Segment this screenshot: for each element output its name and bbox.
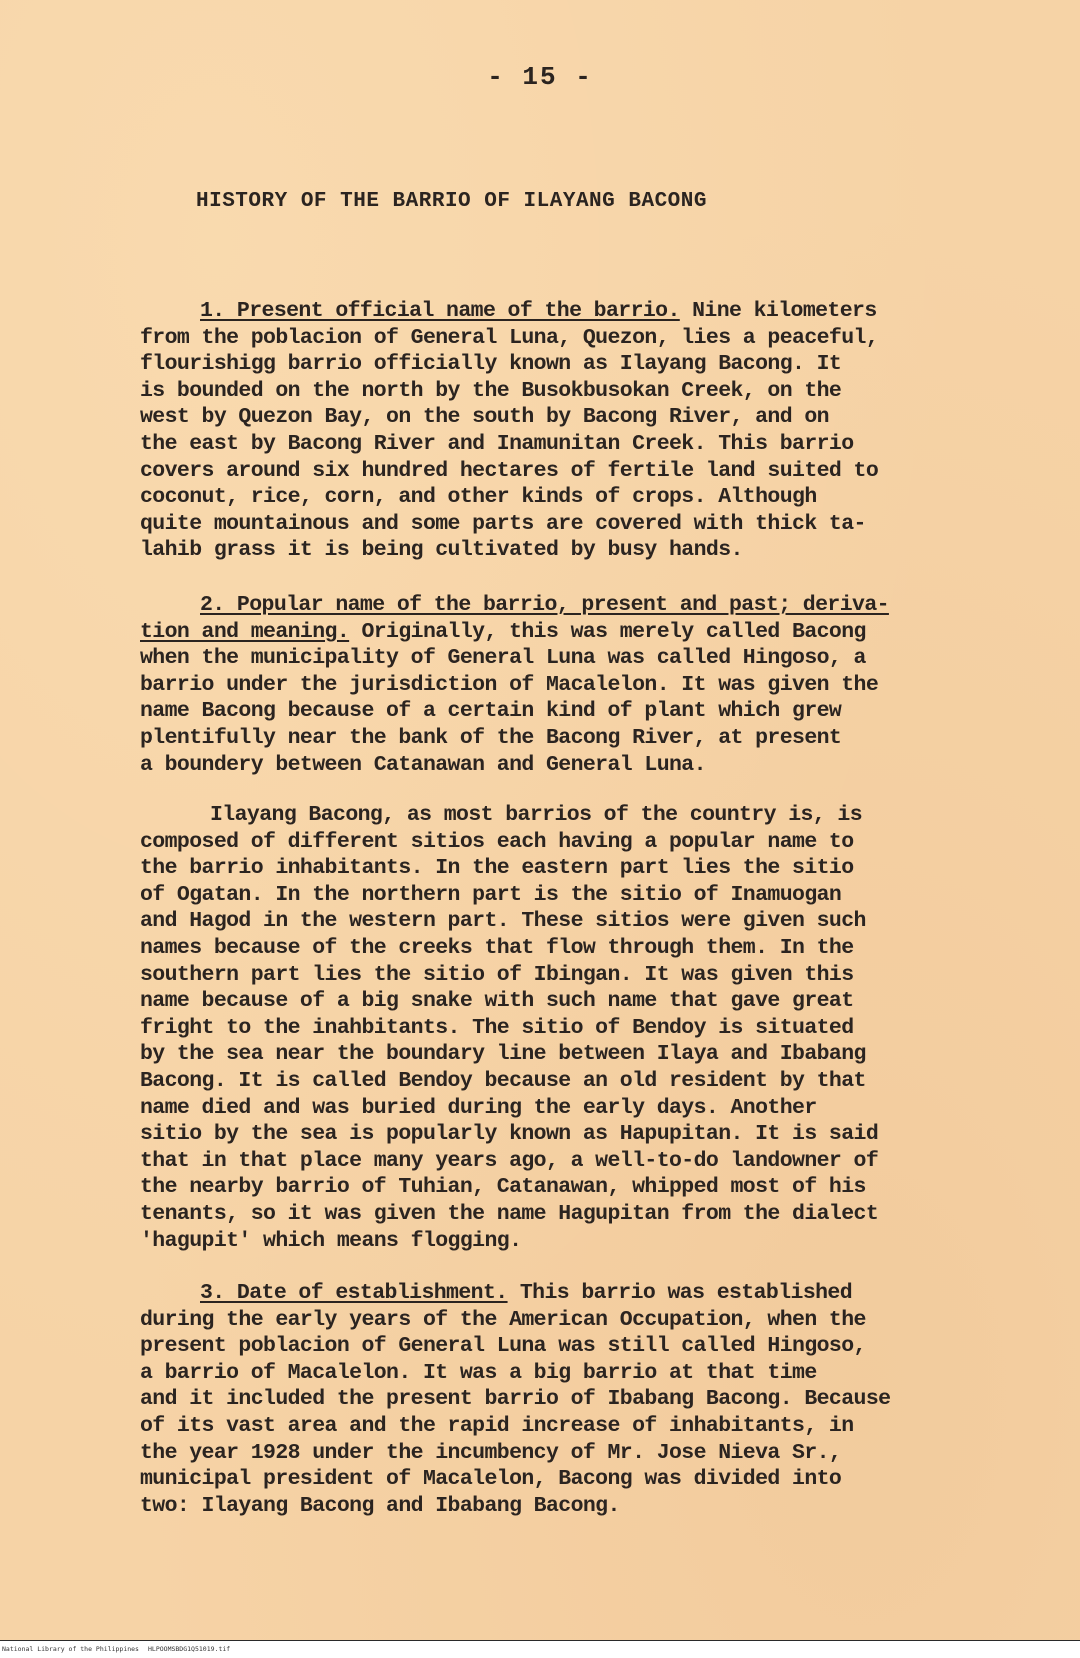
section-present-official-name bbox=[140, 298, 980, 564]
paragraph-line: a barrio of Macalelon. It was a big barrio at that time bbox=[140, 1360, 817, 1385]
paragraph-line: Ilayang Bacong, as most barrios of the country is, is bbox=[210, 803, 863, 827]
paragraph-line: fright to the inahbitants. The sitio of Bendoy is situated bbox=[140, 1015, 854, 1040]
paragraph-line: the nearby barrio of Tuhian, Catanawan, whipped most of his bbox=[140, 1175, 866, 1200]
paragraph-line: a boundery between Catanawan and General Luna. bbox=[140, 752, 706, 777]
paragraph-line: Nine kilometers bbox=[679, 299, 877, 323]
paragraph-line: names because of the creeks that flow through them. In the bbox=[140, 935, 854, 960]
paragraph-line: coconut, rice, corn, and other kinds of crops. Although bbox=[140, 485, 817, 510]
paragraph-line: municipal president of Macalelon, Bacong was divided into bbox=[140, 1467, 842, 1492]
paragraph-line: flourishigg barrio officially known as Ilayang Bacong. It bbox=[140, 352, 842, 377]
paragraph-line: This barrio was established bbox=[507, 1281, 853, 1305]
section-heading: 1. Present official name of the barrio. bbox=[200, 299, 680, 323]
paragraph-sitios bbox=[140, 802, 980, 1254]
paragraph-line: of its vast area and the rapid increase of inhabitants, in bbox=[140, 1413, 854, 1438]
paragraph-line: composed of different sitios each having a popular name to bbox=[140, 829, 854, 854]
paragraph-line: that in that place many years ago, a well-to-do landowner of bbox=[140, 1148, 879, 1173]
paragraph-line: 'hagupit' which means flogging. bbox=[140, 1228, 522, 1253]
document-title: HISTORY OF THE BARRIO OF ILAYANG BACONG bbox=[196, 190, 707, 213]
paragraph-line: covers around six hundred hectares of fertile land suited to bbox=[140, 458, 879, 483]
paragraph-line: by the sea near the boundary line between Ilaya and Ibabang bbox=[140, 1042, 866, 1067]
paragraph-line: the east by Bacong River and Inamunitan Creek. This barrio bbox=[140, 431, 854, 456]
paragraph-line: quite mountainous and some parts are covered with thick ta- bbox=[140, 511, 866, 536]
paragraph-line: tenants, so it was given the name Hagupitan from the dialect bbox=[140, 1201, 879, 1226]
footer-library-name: National Library of the Philippines bbox=[2, 1645, 139, 1653]
paragraph-line: Bacong. It is called Bendoy because an old resident by that bbox=[140, 1068, 866, 1093]
paragraph-line: sitio by the sea is popularly known as Hapupitan. It is said bbox=[140, 1122, 879, 1147]
footer-file-code: HLPOOMSBDG1Q51019.tif bbox=[148, 1645, 231, 1653]
section-heading: 3. Date of establishment. bbox=[200, 1281, 508, 1305]
paragraph-line: and it included the present barrio of Ibabang Bacong. Because bbox=[140, 1387, 891, 1412]
section-heading-continued: tion and meaning. bbox=[140, 619, 350, 644]
page-number: - 15 - bbox=[487, 62, 593, 92]
section-popular-name bbox=[140, 592, 980, 778]
scan-footer bbox=[0, 1641, 1080, 1658]
paragraph-line: is bounded on the north by the Busokbusokan Creek, on the bbox=[140, 378, 842, 403]
paragraph-line: during the early years of the American Occupation, when the bbox=[140, 1307, 866, 1332]
paragraph-line: west by Quezon Bay, on the south by Bacong River, and on bbox=[140, 405, 829, 430]
paragraph-line: present poblacion of General Luna was still called Hingoso, bbox=[140, 1334, 866, 1359]
paragraph-line: the barrio inhabitants. In the eastern part lies the sitio bbox=[140, 856, 854, 881]
paragraph-line: plentifully near the bank of the Bacong River, at present bbox=[140, 725, 842, 750]
paragraph-line: the year 1928 under the incumbency of Mr. Jose Nieva Sr., bbox=[140, 1440, 842, 1465]
paragraph-line: and Hagod in the western part. These sitios were given such bbox=[140, 909, 866, 934]
paragraph-line: name Bacong because of a certain kind of plant which grew bbox=[140, 699, 842, 724]
paragraph-line: name died and was buried during the early days. Another bbox=[140, 1095, 817, 1120]
paragraph-line: of Ogatan. In the northern part is the sitio of Inamuogan bbox=[140, 882, 842, 907]
paragraph-line: when the municipality of General Luna was called Hingoso, a bbox=[140, 646, 866, 671]
section-date-of-establishment bbox=[140, 1280, 980, 1519]
paragraph-line: from the poblacion of General Luna, Quezon, lies a peaceful, bbox=[140, 325, 879, 350]
paragraph-line: lahib grass it is being cultivated by busy hands. bbox=[140, 538, 743, 563]
paragraph-line: Originally, this was merely called Bacong bbox=[349, 619, 866, 644]
paragraph-line: barrio under the jurisdiction of Macalelon. It was given the bbox=[140, 672, 879, 697]
section-heading: 2. Popular name of the barrio, present and past; deriva- bbox=[200, 593, 889, 617]
paragraph-line: name because of a big snake with such name that gave great bbox=[140, 989, 854, 1014]
paragraph-line: southern part lies the sitio of Ibingan. It was given this bbox=[140, 962, 854, 987]
paragraph-line: two: Ilayang Bacong and Ibabang Bacong. bbox=[140, 1493, 620, 1518]
